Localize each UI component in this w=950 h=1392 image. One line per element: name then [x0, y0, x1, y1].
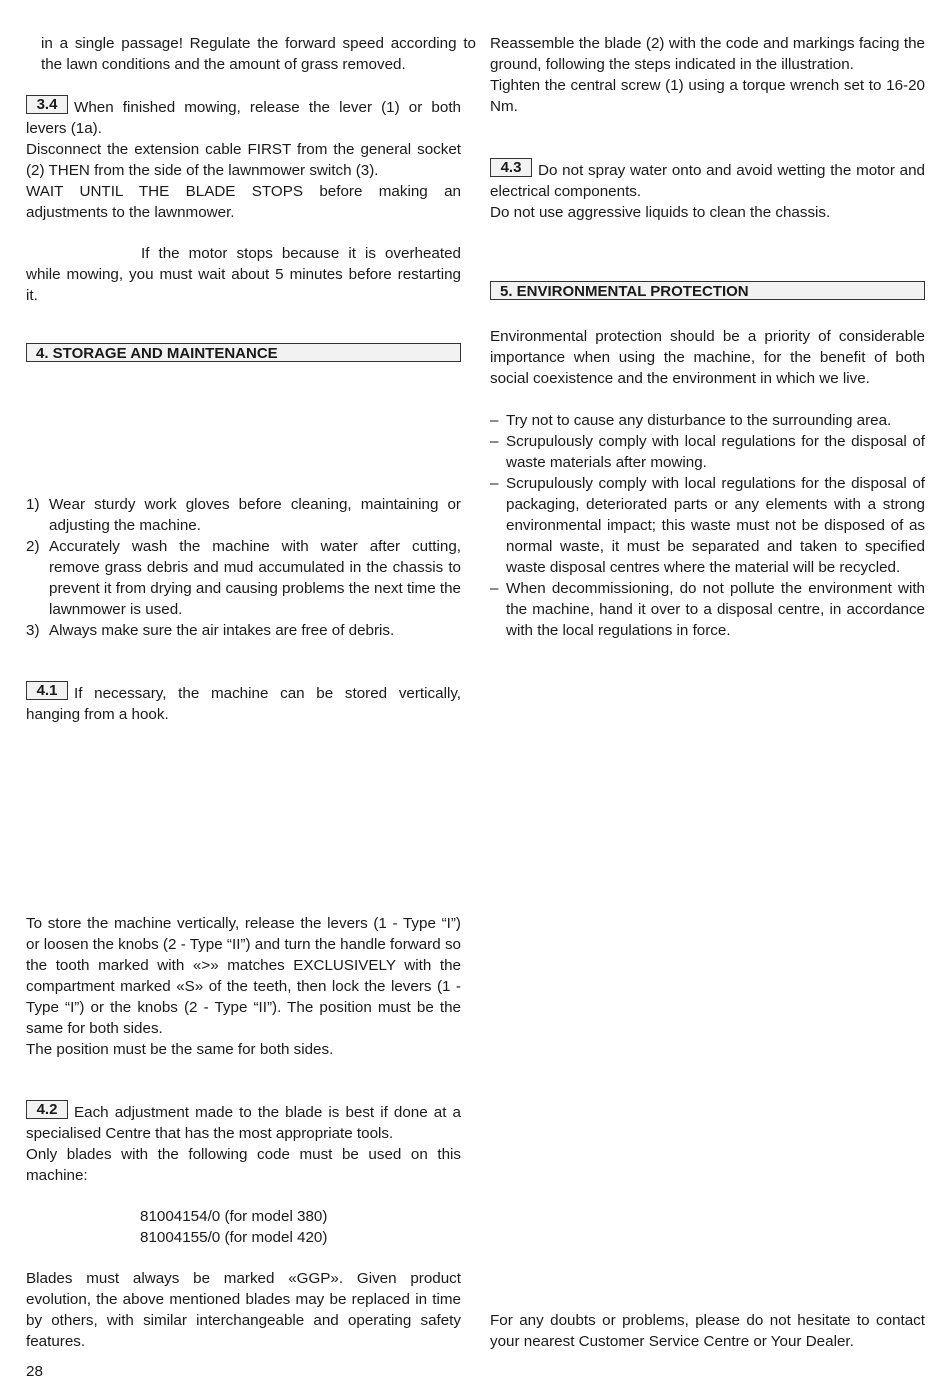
blade-code-420: 81004155/0 (for model 420) — [140, 1229, 328, 1246]
step-badge-3-4: 3.4 — [26, 95, 68, 114]
s34-p2: Disconnect the extension cable FIRST from the general socket (2) THEN from the side of the lawnmower switch (3). — [26, 141, 461, 179]
blade-marking-note: Blades must always be marked «GGP». Given product evolution, the above mentioned blades may be replaced in time by others, with similar interchangeable and operating safety features. — [26, 1270, 461, 1350]
list-item: 2) Accurately wash the machine with water after cutting, remove grass debris and mud accumulated in the chassis to prevent it from drying and causing problems the next time the lawnmower is used. — [26, 538, 461, 618]
contact-note: For any doubts or problems, please do not hesitate to contact your nearest Customer Service Centre or Your Dealer. — [490, 1312, 925, 1350]
section-3-4 — [26, 95, 461, 223]
vertical-storage-p2: The position must be the same for both sides. — [26, 1041, 334, 1058]
section-4-2 — [26, 1100, 461, 1186]
s41-text: If necessary, the machine can be stored vertically, hanging from a hook. — [26, 685, 461, 723]
step-badge-4-2: 4.2 — [26, 1100, 68, 1119]
list-item: 1) Wear sturdy work gloves before cleaning, maintaining or adjusting the machine. — [26, 496, 461, 534]
section-4-3 — [490, 158, 925, 223]
list-item: – Scrupulously comply with local regulations for the disposal of waste materials after mowing. — [490, 433, 925, 471]
reassemble-text — [490, 33, 925, 117]
vertical-storage-text — [26, 913, 461, 1060]
s43-p2: Do not use aggressive liquids to clean the chassis. — [490, 204, 831, 221]
left-column — [26, 0, 476, 1392]
s42-p1: Each adjustment made to the blade is best if done at a specialised Centre that has the most appropriate tools. — [26, 1104, 461, 1142]
list-item: 3) Always make sure the air intakes are free of debris. — [26, 622, 395, 639]
right-column — [490, 0, 925, 1392]
list-item: – When decommissioning, do not pollute the environment with the machine, hand it over to a disposal centre, in accordance with the local regulations in force. — [490, 580, 925, 639]
overheat-note: If the motor stops because it is overheated while mowing, you must wait about 5 minutes before restarting it. — [26, 245, 461, 304]
blade-code-380: 81004154/0 (for model 380) — [140, 1208, 328, 1225]
s43-p1: Do not spray water onto and avoid wetting the motor and electrical components. — [490, 162, 925, 200]
environment-intro: Environmental protection should be a priority of considerable importance when using the machine, for the benefit of both social coexistence and the environment in which we live. — [490, 328, 925, 387]
section-5-heading: 5. ENVIRONMENTAL PROTECTION — [490, 281, 925, 300]
step-badge-4-1: 4.1 — [26, 681, 68, 700]
section-4-heading: 4. STORAGE AND MAINTENANCE — [26, 343, 461, 362]
section-4-1 — [26, 681, 461, 725]
maintenance-list — [26, 494, 461, 641]
continuation-text: in a single passage! Regulate the forward speed according to the lawn conditions and the amount of grass removed. — [41, 35, 476, 73]
list-item: – Scrupulously comply with local regulations for the disposal of packaging, deteriorated parts or any elements with a strong environmental impact; this waste must not be disposed of as normal waste, it must be separated and taken to specified waste disposal centres where the material will be recycled. — [490, 475, 925, 576]
step-badge-4-3: 4.3 — [490, 158, 532, 177]
vertical-storage-p1: To store the machine vertically, release the levers (1 - Type “I”) or loosen the knobs (2 - Type “II”) and turn the handle forward so the tooth marked with «>» matches EXCLUSIVELY with the compartment marked «S» of the teeth, then lock the levers (1 - Type “I”) or the knobs (2 - Type “II”). The position must be the same for both sides. — [26, 915, 461, 1037]
reassemble-p2: Tighten the central screw (1) using a torque wrench set to 16-20 Nm. — [490, 77, 925, 115]
reassemble-p1: Reassemble the blade (2) with the code and markings facing the ground, following the steps indicated in the illustration. — [490, 35, 925, 73]
s34-p3: WAIT UNTIL THE BLADE STOPS before making an adjustments to the lawnmower. — [26, 183, 461, 221]
environment-list — [490, 410, 925, 641]
list-item: – Try not to cause any disturbance to the surrounding area. — [490, 412, 892, 429]
s42-p2: Only blades with the following code must be used on this machine: — [26, 1146, 461, 1184]
page-number: 28 — [26, 1363, 43, 1380]
s34-p1: When finished mowing, release the lever (1) or both levers (1a). — [26, 99, 461, 137]
